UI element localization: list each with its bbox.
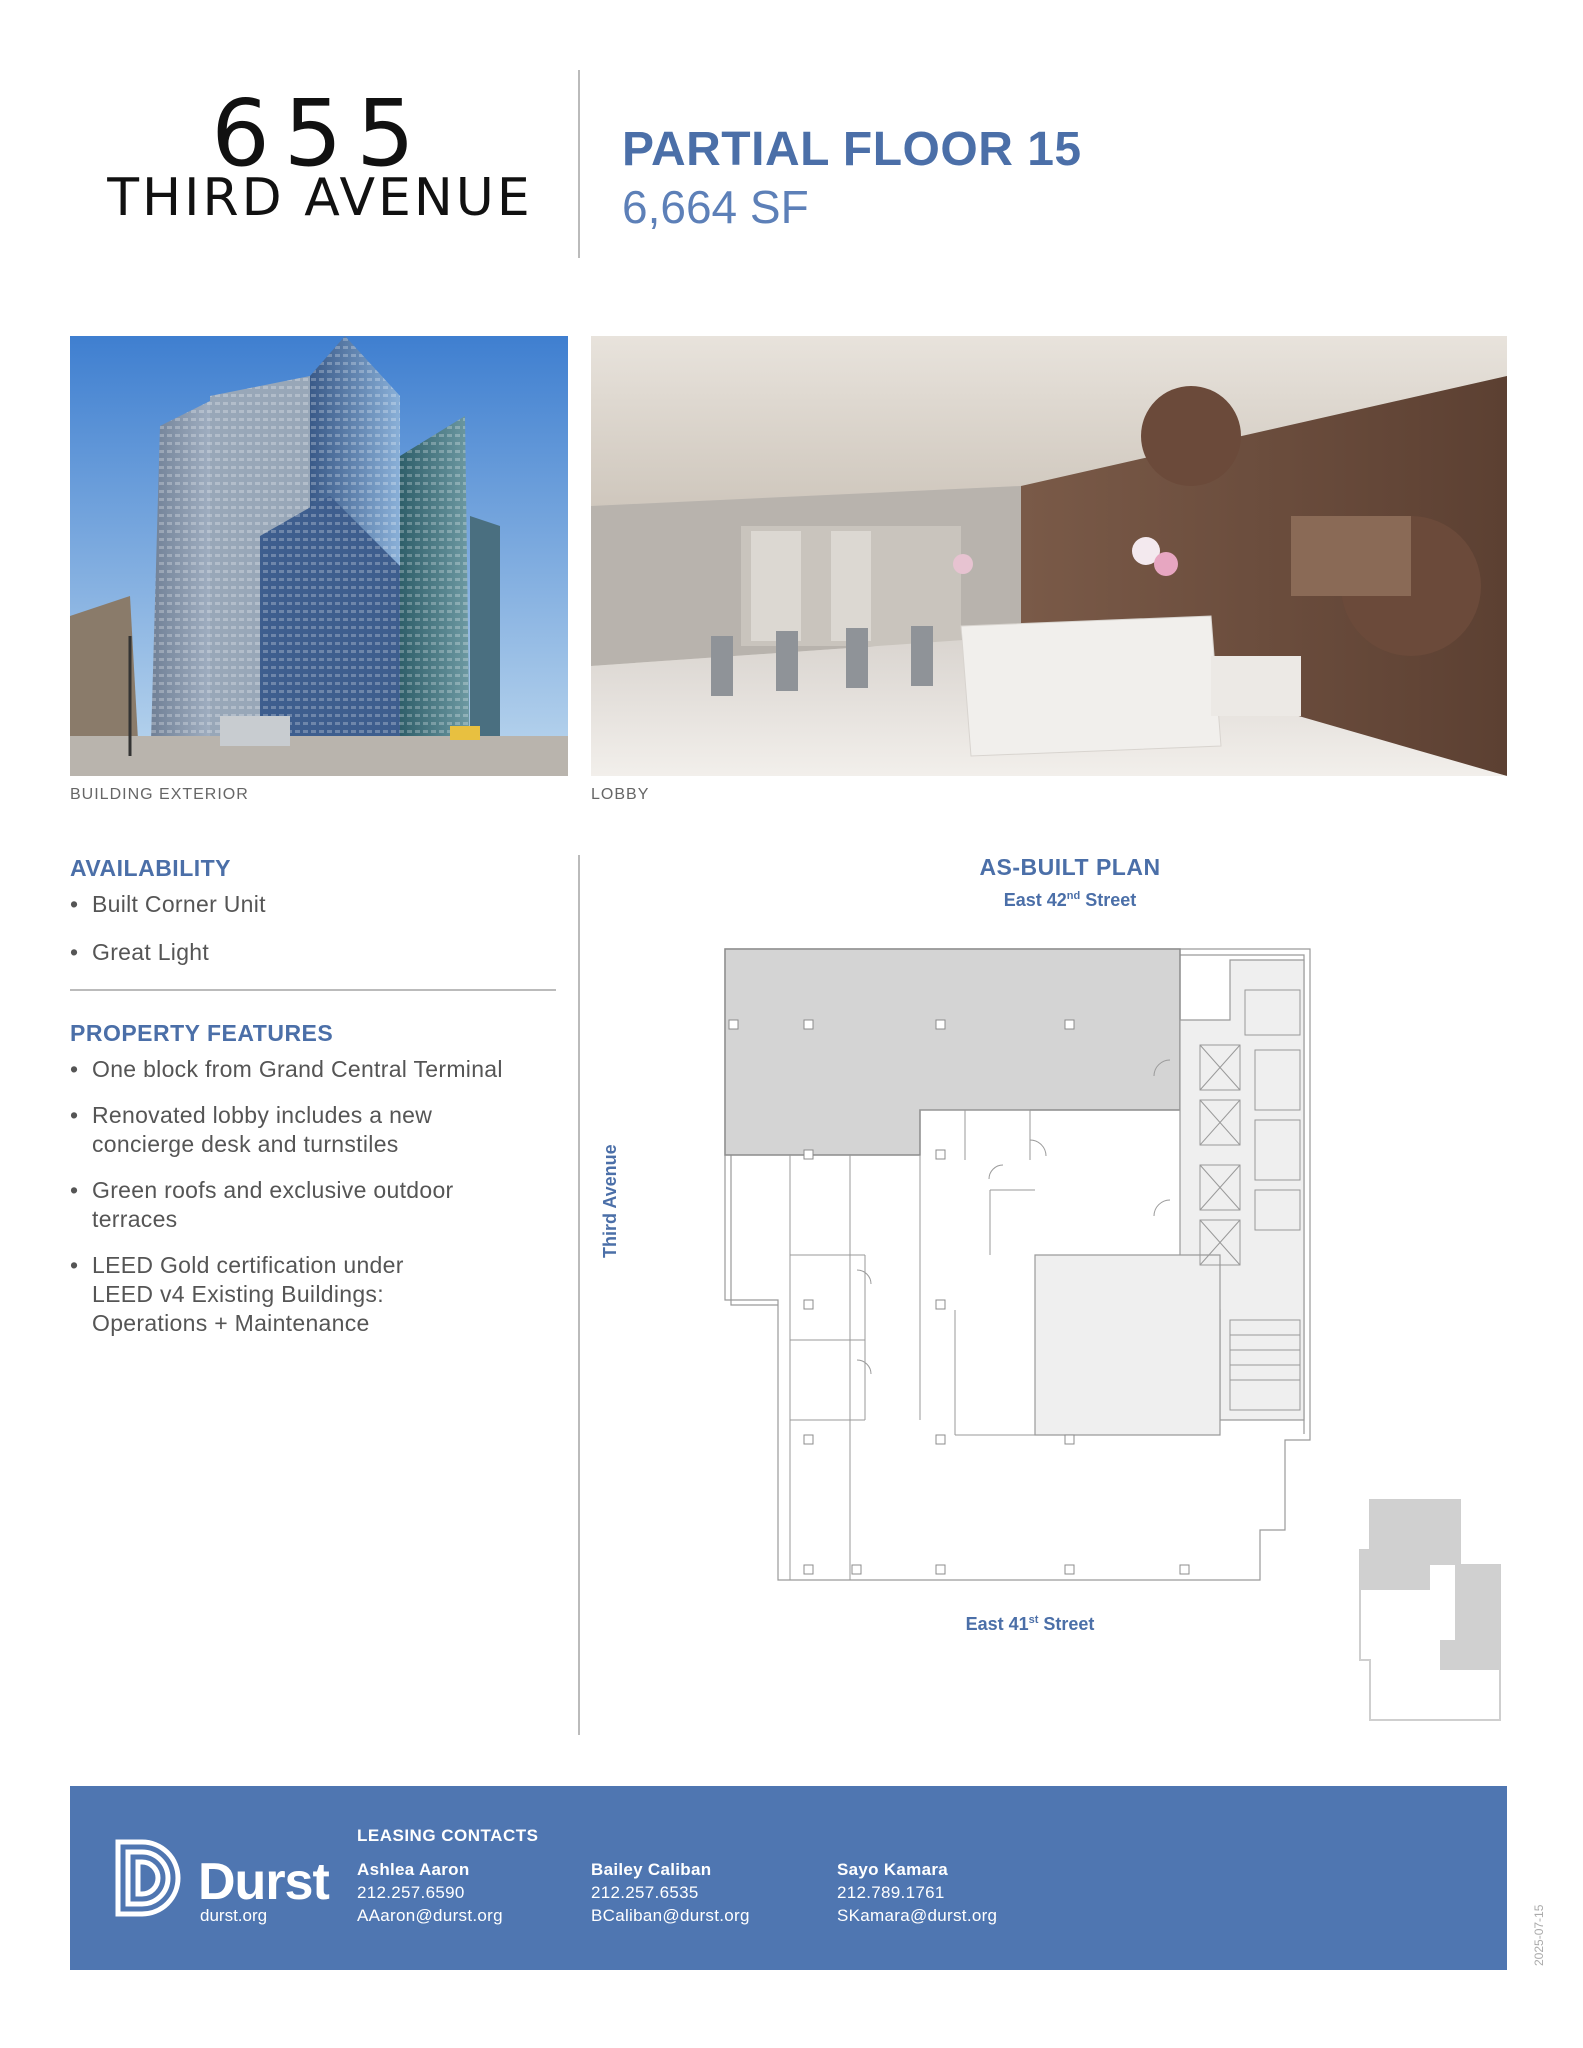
exterior-caption: BUILDING EXTERIOR bbox=[70, 786, 249, 803]
availability-list bbox=[70, 890, 550, 967]
contact-name: Bailey Caliban bbox=[591, 1860, 712, 1879]
contact-phone[interactable]: 212.257.6535 bbox=[591, 1883, 699, 1902]
contact-card bbox=[357, 1858, 503, 1927]
column-divider bbox=[578, 855, 580, 1735]
north-street-label: East 42nd Street bbox=[1003, 890, 1137, 910]
building-street: THIRD AVENUE bbox=[107, 168, 533, 228]
document-date: 2025-07-15 bbox=[1532, 1904, 1546, 1966]
lobby-photo bbox=[591, 336, 1507, 776]
building-number: 655 bbox=[211, 80, 429, 187]
building-exterior-photo bbox=[70, 336, 568, 776]
property-features-list bbox=[70, 1055, 510, 1338]
list-item: • Renovated lobby includes a new concierge desk and turnstiles bbox=[70, 1101, 510, 1159]
list-item: • Great Light bbox=[70, 938, 550, 967]
contact-email[interactable]: BCaliban@durst.org bbox=[591, 1906, 750, 1925]
contact-card bbox=[837, 1858, 997, 1927]
durst-logo-icon bbox=[112, 1838, 192, 1925]
leasing-contacts-title: LEASING CONTACTS bbox=[357, 1826, 539, 1845]
list-item: • Green roofs and exclusive outdoor terraces bbox=[70, 1176, 510, 1234]
header-divider bbox=[578, 70, 580, 258]
durst-brand: Durst bbox=[198, 1853, 329, 1911]
property-features-title: PROPERTY FEATURES bbox=[70, 1020, 334, 1046]
floor-plan bbox=[700, 940, 1320, 1595]
contact-email[interactable]: AAaron@durst.org bbox=[357, 1906, 503, 1925]
availability-title: AVAILABILITY bbox=[70, 855, 232, 881]
lobby-caption: LOBBY bbox=[591, 786, 650, 803]
available-space bbox=[725, 949, 1180, 1155]
durst-url[interactable]: durst.org bbox=[200, 1906, 268, 1925]
contact-name: Ashlea Aaron bbox=[357, 1860, 470, 1879]
south-street-label: East 41st Street bbox=[965, 1614, 1095, 1634]
contact-card bbox=[591, 1858, 750, 1927]
floor-title: PARTIAL FLOOR 15 bbox=[622, 123, 1082, 176]
contact-email[interactable]: SKamara@durst.org bbox=[837, 1906, 998, 1925]
list-item: • LEED Gold certification under LEED v4 Existing Buildings: Operations + Maintenance bbox=[70, 1251, 452, 1338]
west-street-label: Third Avenue bbox=[600, 1144, 620, 1258]
floor-area: 6,664 SF bbox=[622, 181, 809, 233]
list-item: • One block from Grand Central Terminal bbox=[70, 1055, 510, 1084]
list-item: • Built Corner Unit bbox=[70, 890, 550, 919]
plan-title: AS-BUILT PLAN bbox=[979, 854, 1161, 880]
key-plan bbox=[1350, 1490, 1510, 1735]
section-divider bbox=[70, 989, 556, 991]
contact-phone[interactable]: 212.789.1761 bbox=[837, 1883, 945, 1902]
contact-name: Sayo Kamara bbox=[837, 1860, 949, 1879]
contact-phone[interactable]: 212.257.6590 bbox=[357, 1883, 465, 1902]
